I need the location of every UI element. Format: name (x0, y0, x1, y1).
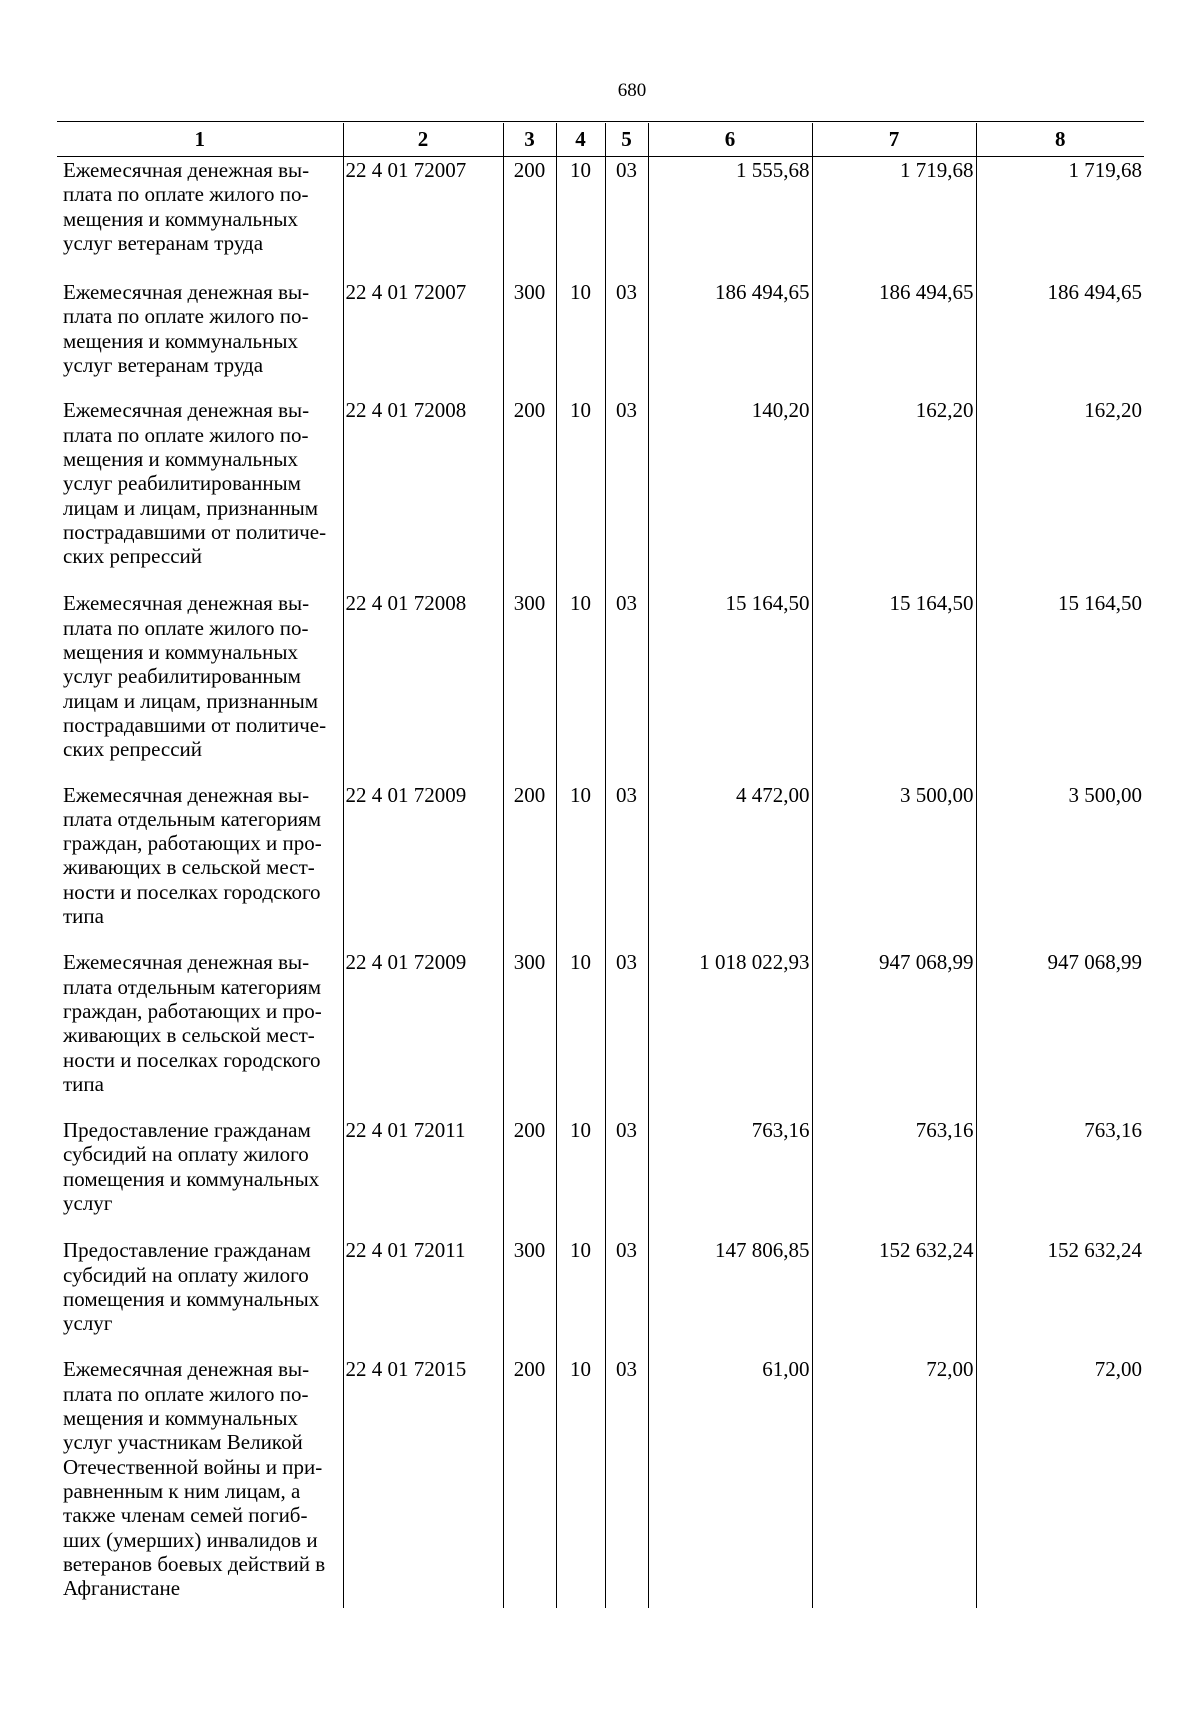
row-amount-col8: 186 494,65 (976, 278, 1144, 396)
row-description: Предоставление гражданам субсидий на оплату жилого помещения и коммунальных услуг (63, 1238, 320, 1336)
row-amount-col6: 147 806,85 (648, 1236, 812, 1355)
row-expense-type: 300 (503, 948, 556, 1116)
table-row (57, 781, 1144, 949)
table-top-rule (57, 121, 1144, 122)
column-header-1: 1 (57, 123, 343, 157)
row-section: 10 (556, 157, 605, 279)
budget-table (57, 123, 1144, 1608)
table-row (57, 948, 1144, 1116)
row-expense-type: 300 (503, 589, 556, 780)
row-target-code: 22 4 01 72011 (343, 1236, 503, 1355)
table-row (57, 1355, 1144, 1608)
row-amount-col8: 947 068,99 (976, 948, 1144, 1116)
row-target-code: 22 4 01 72007 (343, 157, 503, 279)
row-subsection: 03 (605, 396, 648, 589)
row-subsection: 03 (605, 1355, 648, 1608)
table-row (57, 278, 1144, 396)
row-subsection: 03 (605, 589, 648, 780)
row-subsection: 03 (605, 1236, 648, 1355)
row-expense-type: 200 (503, 781, 556, 949)
row-description: Ежемесячная денежная вы- плата по оплате жилого по- мещения и коммунальных услуг ветеранам труда (63, 280, 310, 378)
row-amount-col6: 61,00 (648, 1355, 812, 1608)
row-description: Ежемесячная денежная вы- плата по оплате жилого по- мещения и коммунальных услуг участникам Великой Отечественной войны и при- равненным к ним лицам, а также членам семей погиб- ших (умерших) инвалидов и ветеранов боевых действий в Афганистане (63, 1357, 326, 1601)
row-subsection: 03 (605, 278, 648, 396)
column-header-7: 7 (812, 123, 976, 157)
table-row (57, 1236, 1144, 1355)
row-description: Ежемесячная денежная вы- плата по оплате жилого по- мещения и коммунальных услуг реабилитированным лицам и лицам, признанным пострадавшими от политиче- ских репрессий (63, 591, 327, 762)
row-amount-col6: 140,20 (648, 396, 812, 589)
row-amount-col8: 1 719,68 (976, 157, 1144, 279)
column-header-8: 8 (976, 123, 1144, 157)
table-row (57, 396, 1144, 589)
row-amount-col6: 1 555,68 (648, 157, 812, 279)
row-section: 10 (556, 948, 605, 1116)
row-target-code: 22 4 01 72008 (343, 396, 503, 589)
row-amount-col7: 72,00 (812, 1355, 976, 1608)
row-section: 10 (556, 1116, 605, 1236)
row-amount-col8: 162,20 (976, 396, 1144, 589)
row-amount-col7: 1 719,68 (812, 157, 976, 279)
row-amount-col6: 4 472,00 (648, 781, 812, 949)
table-header (57, 123, 1144, 157)
row-amount-col7: 947 068,99 (812, 948, 976, 1116)
row-subsection: 03 (605, 781, 648, 949)
table-row (57, 1116, 1144, 1236)
row-amount-col7: 15 164,50 (812, 589, 976, 780)
row-description: Ежемесячная денежная вы- плата отдельным категориям граждан, работающих и про- живающих в сельской мест- ности и поселках городского типа (63, 782, 322, 929)
table-row (57, 589, 1144, 780)
row-expense-type: 200 (503, 1355, 556, 1608)
column-header-4: 4 (556, 123, 605, 157)
row-target-code: 22 4 01 72007 (343, 278, 503, 396)
row-section: 10 (556, 396, 605, 589)
row-target-code: 22 4 01 72009 (343, 948, 503, 1116)
row-subsection: 03 (605, 948, 648, 1116)
row-amount-col7: 3 500,00 (812, 781, 976, 949)
row-expense-type: 200 (503, 396, 556, 589)
row-amount-col7: 162,20 (812, 396, 976, 589)
row-subsection: 03 (605, 157, 648, 279)
row-section: 10 (556, 781, 605, 949)
page-number: 680 (617, 80, 647, 101)
row-expense-type: 300 (503, 278, 556, 396)
row-expense-type: 200 (503, 157, 556, 279)
table-body (57, 157, 1144, 1609)
column-header-3: 3 (503, 123, 556, 157)
row-description: Ежемесячная денежная вы- плата по оплате жилого по- мещения и коммунальных услуг реабилитированным лицам и лицам, признанным пострадавшими от политиче- ских репрессий (63, 398, 327, 569)
row-description: Ежемесячная денежная вы- плата отдельным категориям граждан, работающих и про- живающих в сельской мест- ности и поселках городского типа (63, 950, 322, 1096)
header-row (57, 123, 1144, 157)
row-amount-col6: 15 164,50 (648, 589, 812, 780)
row-section: 10 (556, 1355, 605, 1608)
table-row (57, 157, 1144, 279)
row-amount-col6: 186 494,65 (648, 278, 812, 396)
row-target-code: 22 4 01 72011 (343, 1116, 503, 1236)
row-amount-col8: 3 500,00 (976, 781, 1144, 949)
row-target-code: 22 4 01 72008 (343, 589, 503, 780)
row-section: 10 (556, 1236, 605, 1355)
row-amount-col7: 763,16 (812, 1116, 976, 1236)
row-amount-col6: 1 018 022,93 (648, 948, 812, 1116)
row-amount-col8: 72,00 (976, 1355, 1144, 1608)
row-amount-col7: 186 494,65 (812, 278, 976, 396)
row-description: Предоставление гражданам субсидий на оплату жилого помещения и коммунальных услуг (63, 1118, 320, 1215)
row-section: 10 (556, 589, 605, 780)
row-amount-col8: 15 164,50 (976, 589, 1144, 780)
column-header-2: 2 (343, 123, 503, 157)
row-target-code: 22 4 01 72009 (343, 781, 503, 949)
row-amount-col8: 763,16 (976, 1116, 1144, 1236)
column-header-6: 6 (648, 123, 812, 157)
row-amount-col7: 152 632,24 (812, 1236, 976, 1355)
row-expense-type: 300 (503, 1236, 556, 1355)
row-section: 10 (556, 278, 605, 396)
row-description: Ежемесячная денежная вы- плата по оплате жилого по- мещения и коммунальных услуг ветеранам труда (63, 158, 310, 255)
row-amount-col6: 763,16 (648, 1116, 812, 1236)
row-subsection: 03 (605, 1116, 648, 1236)
row-amount-col8: 152 632,24 (976, 1236, 1144, 1355)
column-header-5: 5 (605, 123, 648, 157)
row-expense-type: 200 (503, 1116, 556, 1236)
row-target-code: 22 4 01 72015 (343, 1355, 503, 1608)
